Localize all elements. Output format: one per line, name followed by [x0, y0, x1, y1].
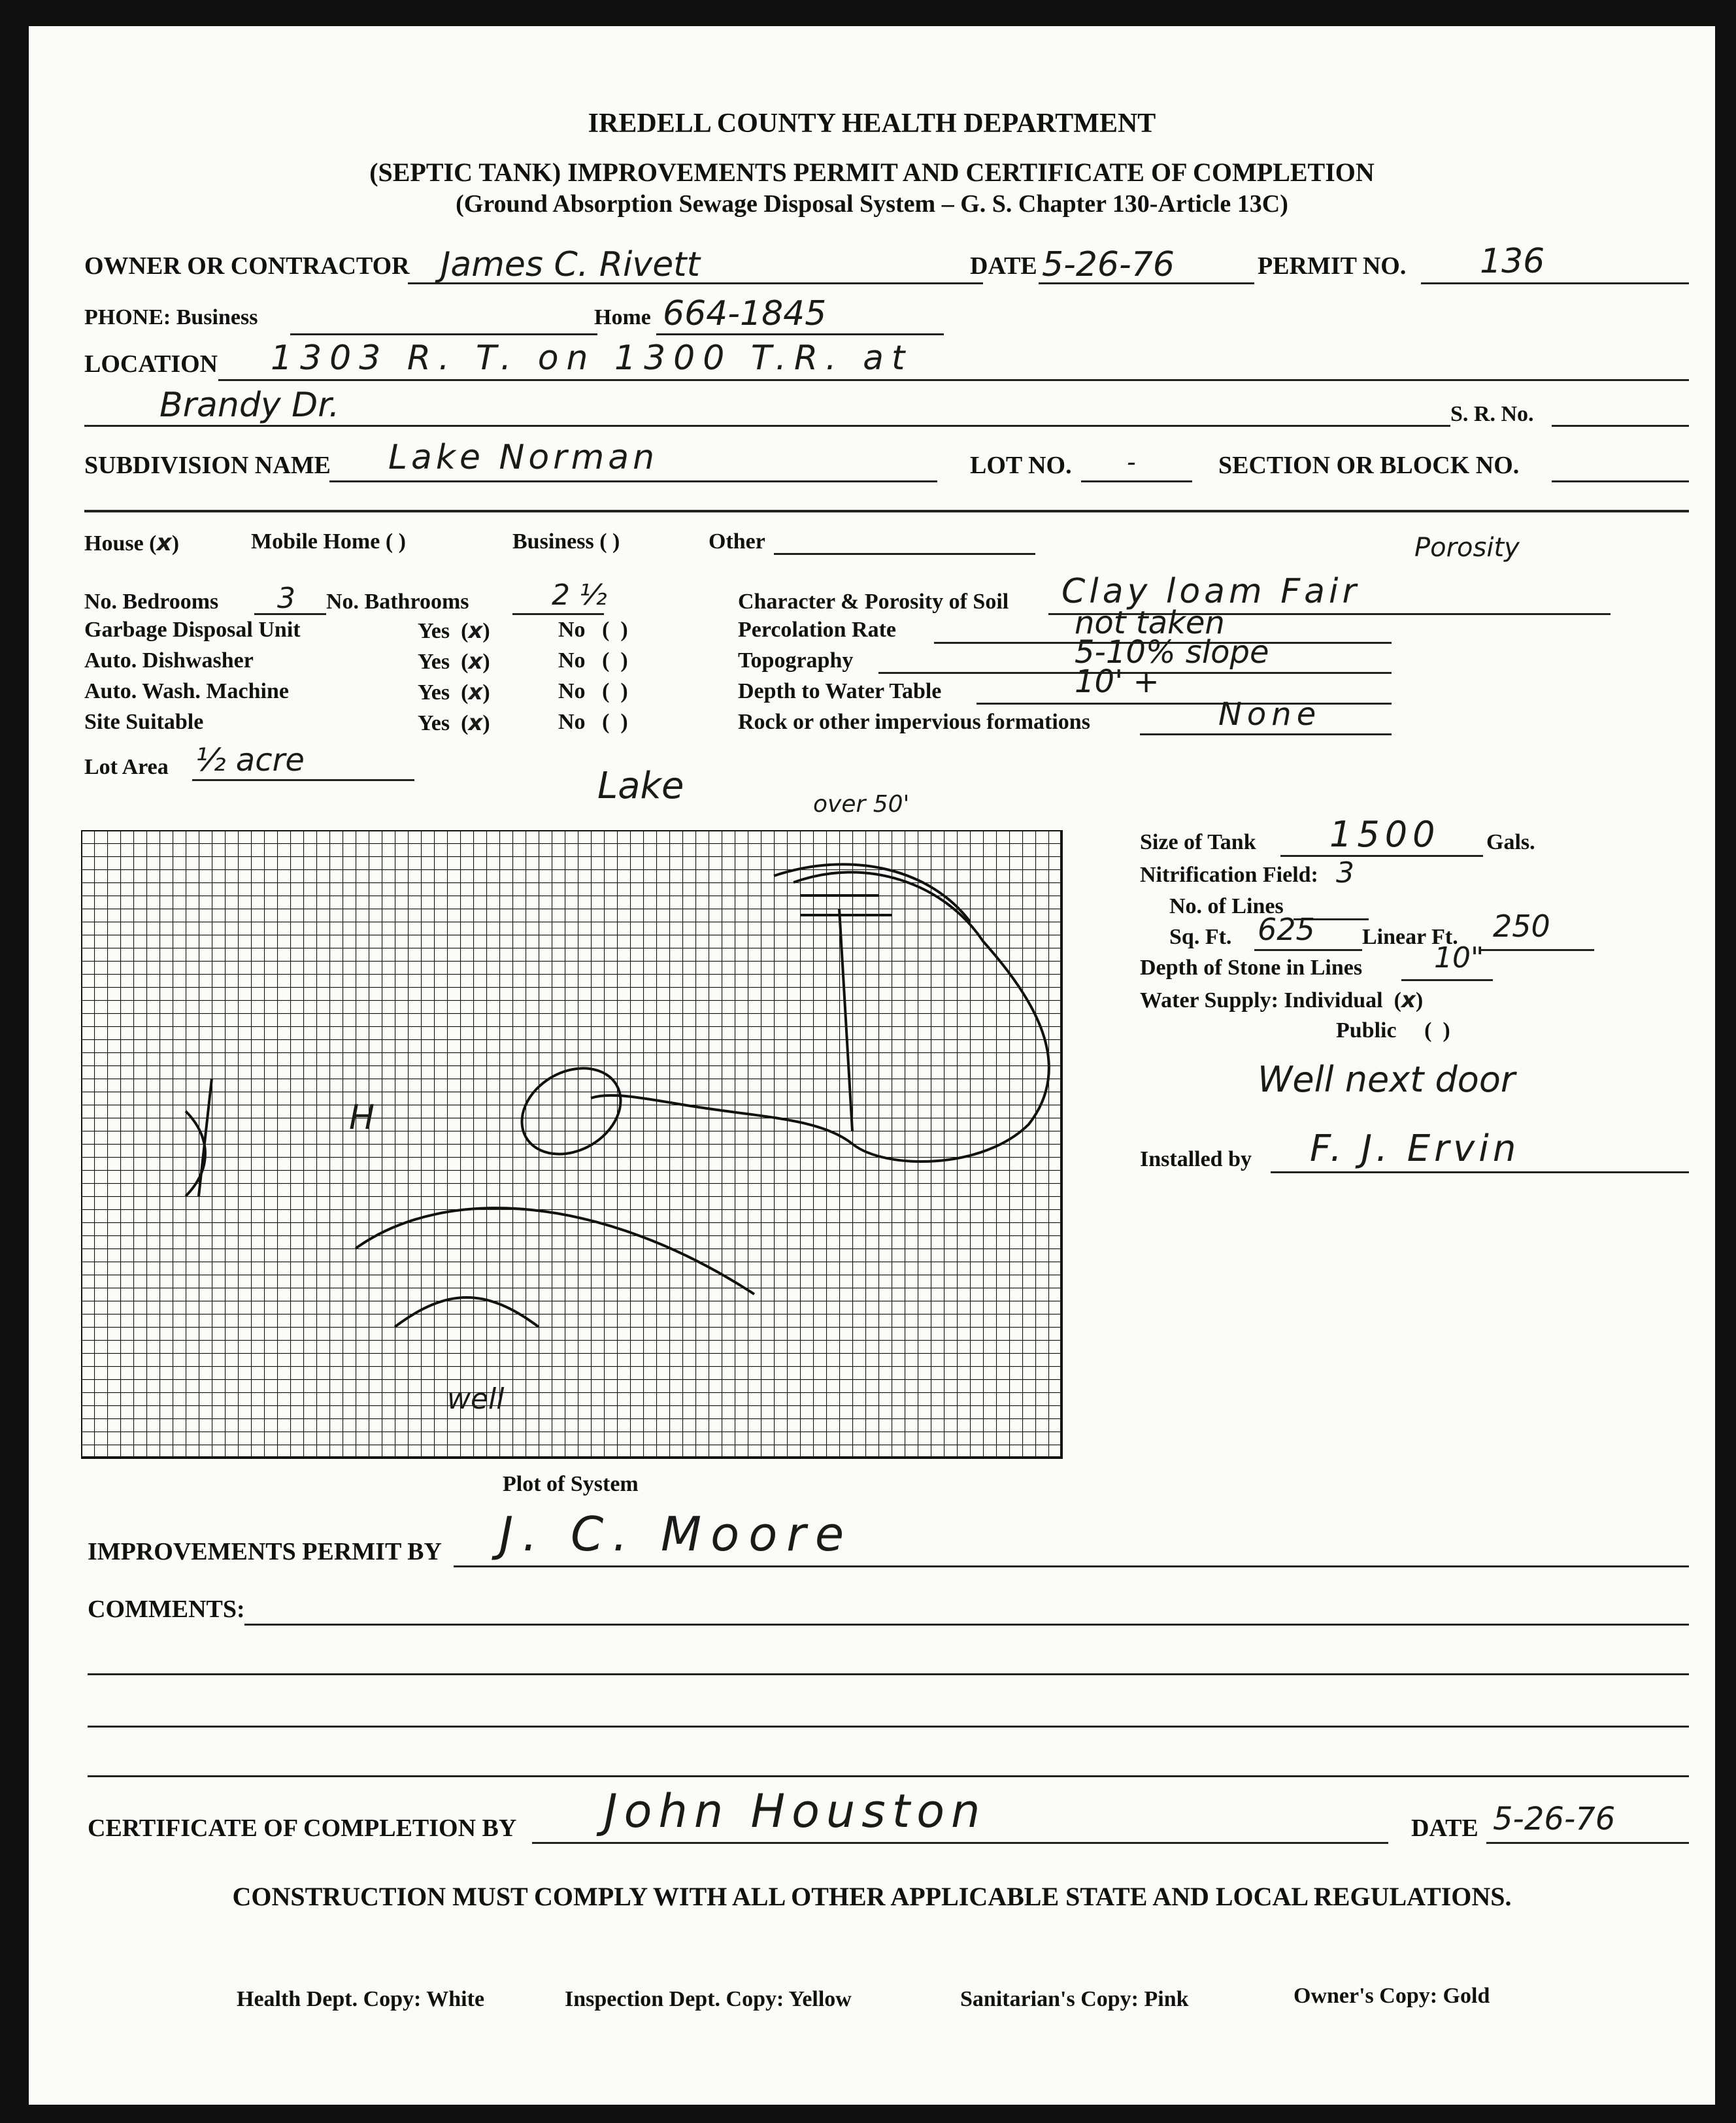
department-heading: IREDELL COUNTY HEALTH DEPARTMENT: [588, 109, 1156, 139]
owner-value[interactable]: James C. Rivett: [441, 245, 700, 284]
water-table-label: Depth to Water Table: [738, 679, 942, 703]
form-title: (SEPTIC TANK) IMPROVEMENTS PERMIT AND CERTIFICATE OF COMPLETION: [369, 158, 1375, 187]
nitrification-value[interactable]: 3: [1336, 856, 1354, 890]
lot-label: LOT NO.: [970, 452, 1072, 479]
certificate-date-label: DATE: [1411, 1814, 1478, 1842]
water-supply-label: Water Supply: Individual (x): [1140, 987, 1424, 1013]
permit-label: PERMIT NO.: [1258, 252, 1407, 280]
sr-line: [1552, 425, 1689, 427]
location-line: [218, 379, 1689, 381]
certificate-date-value[interactable]: 5-26-76: [1493, 1801, 1616, 1837]
divider: [84, 510, 1689, 512]
plot-grid: [81, 830, 1101, 1471]
lot-value[interactable]: -: [1127, 448, 1136, 476]
plot-well-note: well: [447, 1382, 505, 1416]
section-line: [1552, 480, 1689, 482]
regulation-notice: CONSTRUCTION MUST COMPLY WITH ALL OTHER APPLICABLE STATE AND LOCAL REGULATIONS.: [232, 1882, 1512, 1911]
copy-inspection: Inspection Dept. Copy: Yellow: [565, 1987, 852, 2011]
form-subtitle: (Ground Absorption Sewage Disposal System – G. S. Chapter 130-Article 13C): [456, 190, 1288, 218]
phone-business-line: [290, 333, 597, 335]
comments-label: COMMENTS:: [88, 1596, 245, 1623]
soil-label: Character & Porosity of Soil: [738, 590, 1009, 614]
bathrooms-value[interactable]: 2 ½: [552, 578, 607, 612]
plot-lake-note: Lake: [597, 765, 684, 807]
porosity-note: Porosity: [1414, 533, 1520, 563]
perc-value[interactable]: not taken: [1075, 605, 1225, 641]
section-label: SECTION OR BLOCK NO.: [1218, 452, 1520, 479]
installed-label: Installed by: [1140, 1147, 1252, 1171]
check-no[interactable]: No ( ): [558, 648, 628, 673]
topography-label: Topography: [738, 648, 854, 673]
rock-label: Rock or other impervious formations: [738, 710, 1090, 734]
location-label: LOCATION: [84, 350, 218, 378]
linear-value[interactable]: 250: [1493, 909, 1550, 944]
other-label: Other: [709, 529, 765, 554]
check-label: Auto. Dishwasher: [84, 648, 254, 673]
sqft-value[interactable]: 625: [1258, 912, 1315, 947]
installed-line: [1271, 1171, 1689, 1173]
improvements-line: [454, 1565, 1689, 1567]
subdivision-line: [329, 480, 937, 482]
nitrification-label: Nitrification Field:: [1140, 863, 1318, 887]
perc-label: Percolation Rate: [738, 618, 897, 642]
tank-gals: Gals.: [1486, 830, 1535, 854]
linear-line: [1480, 949, 1594, 951]
phone-home-value[interactable]: 664-1845: [663, 294, 827, 333]
tank-size-label: Size of Tank: [1140, 830, 1256, 854]
stone-label: Depth of Stone in Lines: [1140, 956, 1363, 980]
check-yes[interactable]: Yes (x): [418, 648, 490, 675]
bedrooms-label: No. Bedrooms: [84, 590, 219, 614]
stone-line: [1401, 979, 1493, 981]
mobile-home-option[interactable]: Mobile Home ( ): [251, 529, 406, 554]
sqft-line: [1254, 949, 1362, 951]
location-value[interactable]: 1303 R. T. on 1300 T.R. at: [271, 339, 913, 378]
check-no[interactable]: No ( ): [558, 710, 628, 734]
improvements-label: IMPROVEMENTS PERMIT BY: [88, 1538, 442, 1565]
lot-area-label: Lot Area: [84, 755, 169, 779]
certificate-line: [532, 1842, 1388, 1844]
lines-label: No. of Lines: [1169, 894, 1284, 918]
phone-home-label: Home: [594, 305, 651, 329]
check-no[interactable]: No ( ): [558, 679, 628, 703]
check-no[interactable]: No ( ): [558, 618, 628, 642]
certificate-signature[interactable]: John Houston: [604, 1784, 987, 1838]
location-value-2[interactable]: Brandy Dr.: [159, 386, 340, 425]
phone-business-label: PHONE: Business: [84, 305, 258, 329]
topography-value[interactable]: 5-10% slope: [1075, 634, 1269, 671]
date-value[interactable]: 5-26-76: [1042, 245, 1175, 284]
permit-form: [29, 26, 1715, 2105]
check-yes[interactable]: Yes (x): [418, 710, 490, 736]
tank-size-line: [1280, 855, 1483, 857]
comments-line-3: [88, 1726, 1689, 1728]
business-option[interactable]: Business ( ): [512, 529, 620, 554]
copy-sanitarian: Sanitarian's Copy: Pink: [960, 1987, 1189, 2011]
copy-health: Health Dept. Copy: White: [237, 1987, 485, 2011]
sqft-label: Sq. Ft.: [1169, 925, 1232, 949]
check-label: Garbage Disposal Unit: [84, 618, 301, 642]
check-yes[interactable]: Yes (x): [418, 679, 490, 705]
well-note: Well next door: [1258, 1059, 1516, 1100]
water-table-line: [976, 703, 1392, 705]
soil-value[interactable]: Clay loam Fair: [1061, 572, 1360, 611]
lot-area-value[interactable]: ½ acre: [195, 742, 305, 778]
bathrooms-line: [512, 613, 604, 615]
date-label: DATE: [970, 252, 1037, 280]
phone-home-line: [656, 333, 944, 335]
owner-label: OWNER OR CONTRACTOR: [84, 252, 410, 280]
bathrooms-label: No. Bathrooms: [326, 590, 469, 614]
installed-value[interactable]: F. J. Ervin: [1310, 1128, 1520, 1170]
check-label: Site Suitable: [84, 710, 204, 734]
stone-value[interactable]: 10": [1434, 941, 1484, 975]
sr-label: S. R. No.: [1450, 402, 1534, 426]
water-public-label: Public ( ): [1336, 1018, 1450, 1043]
location-line-2: [84, 425, 1450, 427]
check-label: Auto. Wash. Machine: [84, 679, 289, 703]
rock-line: [1140, 733, 1392, 735]
comments-line-1: [244, 1624, 1689, 1626]
comments-line-2: [88, 1673, 1689, 1675]
lot-area-line: [192, 779, 414, 781]
check-yes[interactable]: Yes (x): [418, 618, 490, 644]
permit-value[interactable]: 136: [1480, 242, 1545, 281]
house-option[interactable]: House (x): [84, 529, 180, 556]
comments-line-4: [88, 1775, 1689, 1777]
subdivision-label: SUBDIVISION NAME: [84, 452, 331, 479]
linear-label: Linear Ft.: [1362, 925, 1458, 949]
rock-value[interactable]: None: [1218, 696, 1322, 733]
tank-size-value[interactable]: 1500: [1329, 814, 1441, 855]
water-table-value[interactable]: 10' +: [1075, 663, 1160, 700]
improvements-signature[interactable]: J. C. Moore: [499, 1507, 854, 1562]
subdivision-value[interactable]: Lake Norman: [388, 438, 659, 477]
permit-line: [1421, 282, 1689, 284]
certificate-label: CERTIFICATE OF COMPLETION BY: [88, 1814, 517, 1842]
plot-caption: Plot of System: [503, 1472, 639, 1496]
other-line: [774, 553, 1035, 555]
lot-line: [1081, 480, 1192, 482]
plot-house-note: H: [349, 1098, 375, 1137]
copy-owner: Owner's Copy: Gold: [1294, 1984, 1490, 2008]
bedrooms-value[interactable]: 3: [277, 582, 295, 615]
plot-over-note: over 50': [813, 791, 910, 818]
certificate-date-line: [1486, 1842, 1689, 1844]
